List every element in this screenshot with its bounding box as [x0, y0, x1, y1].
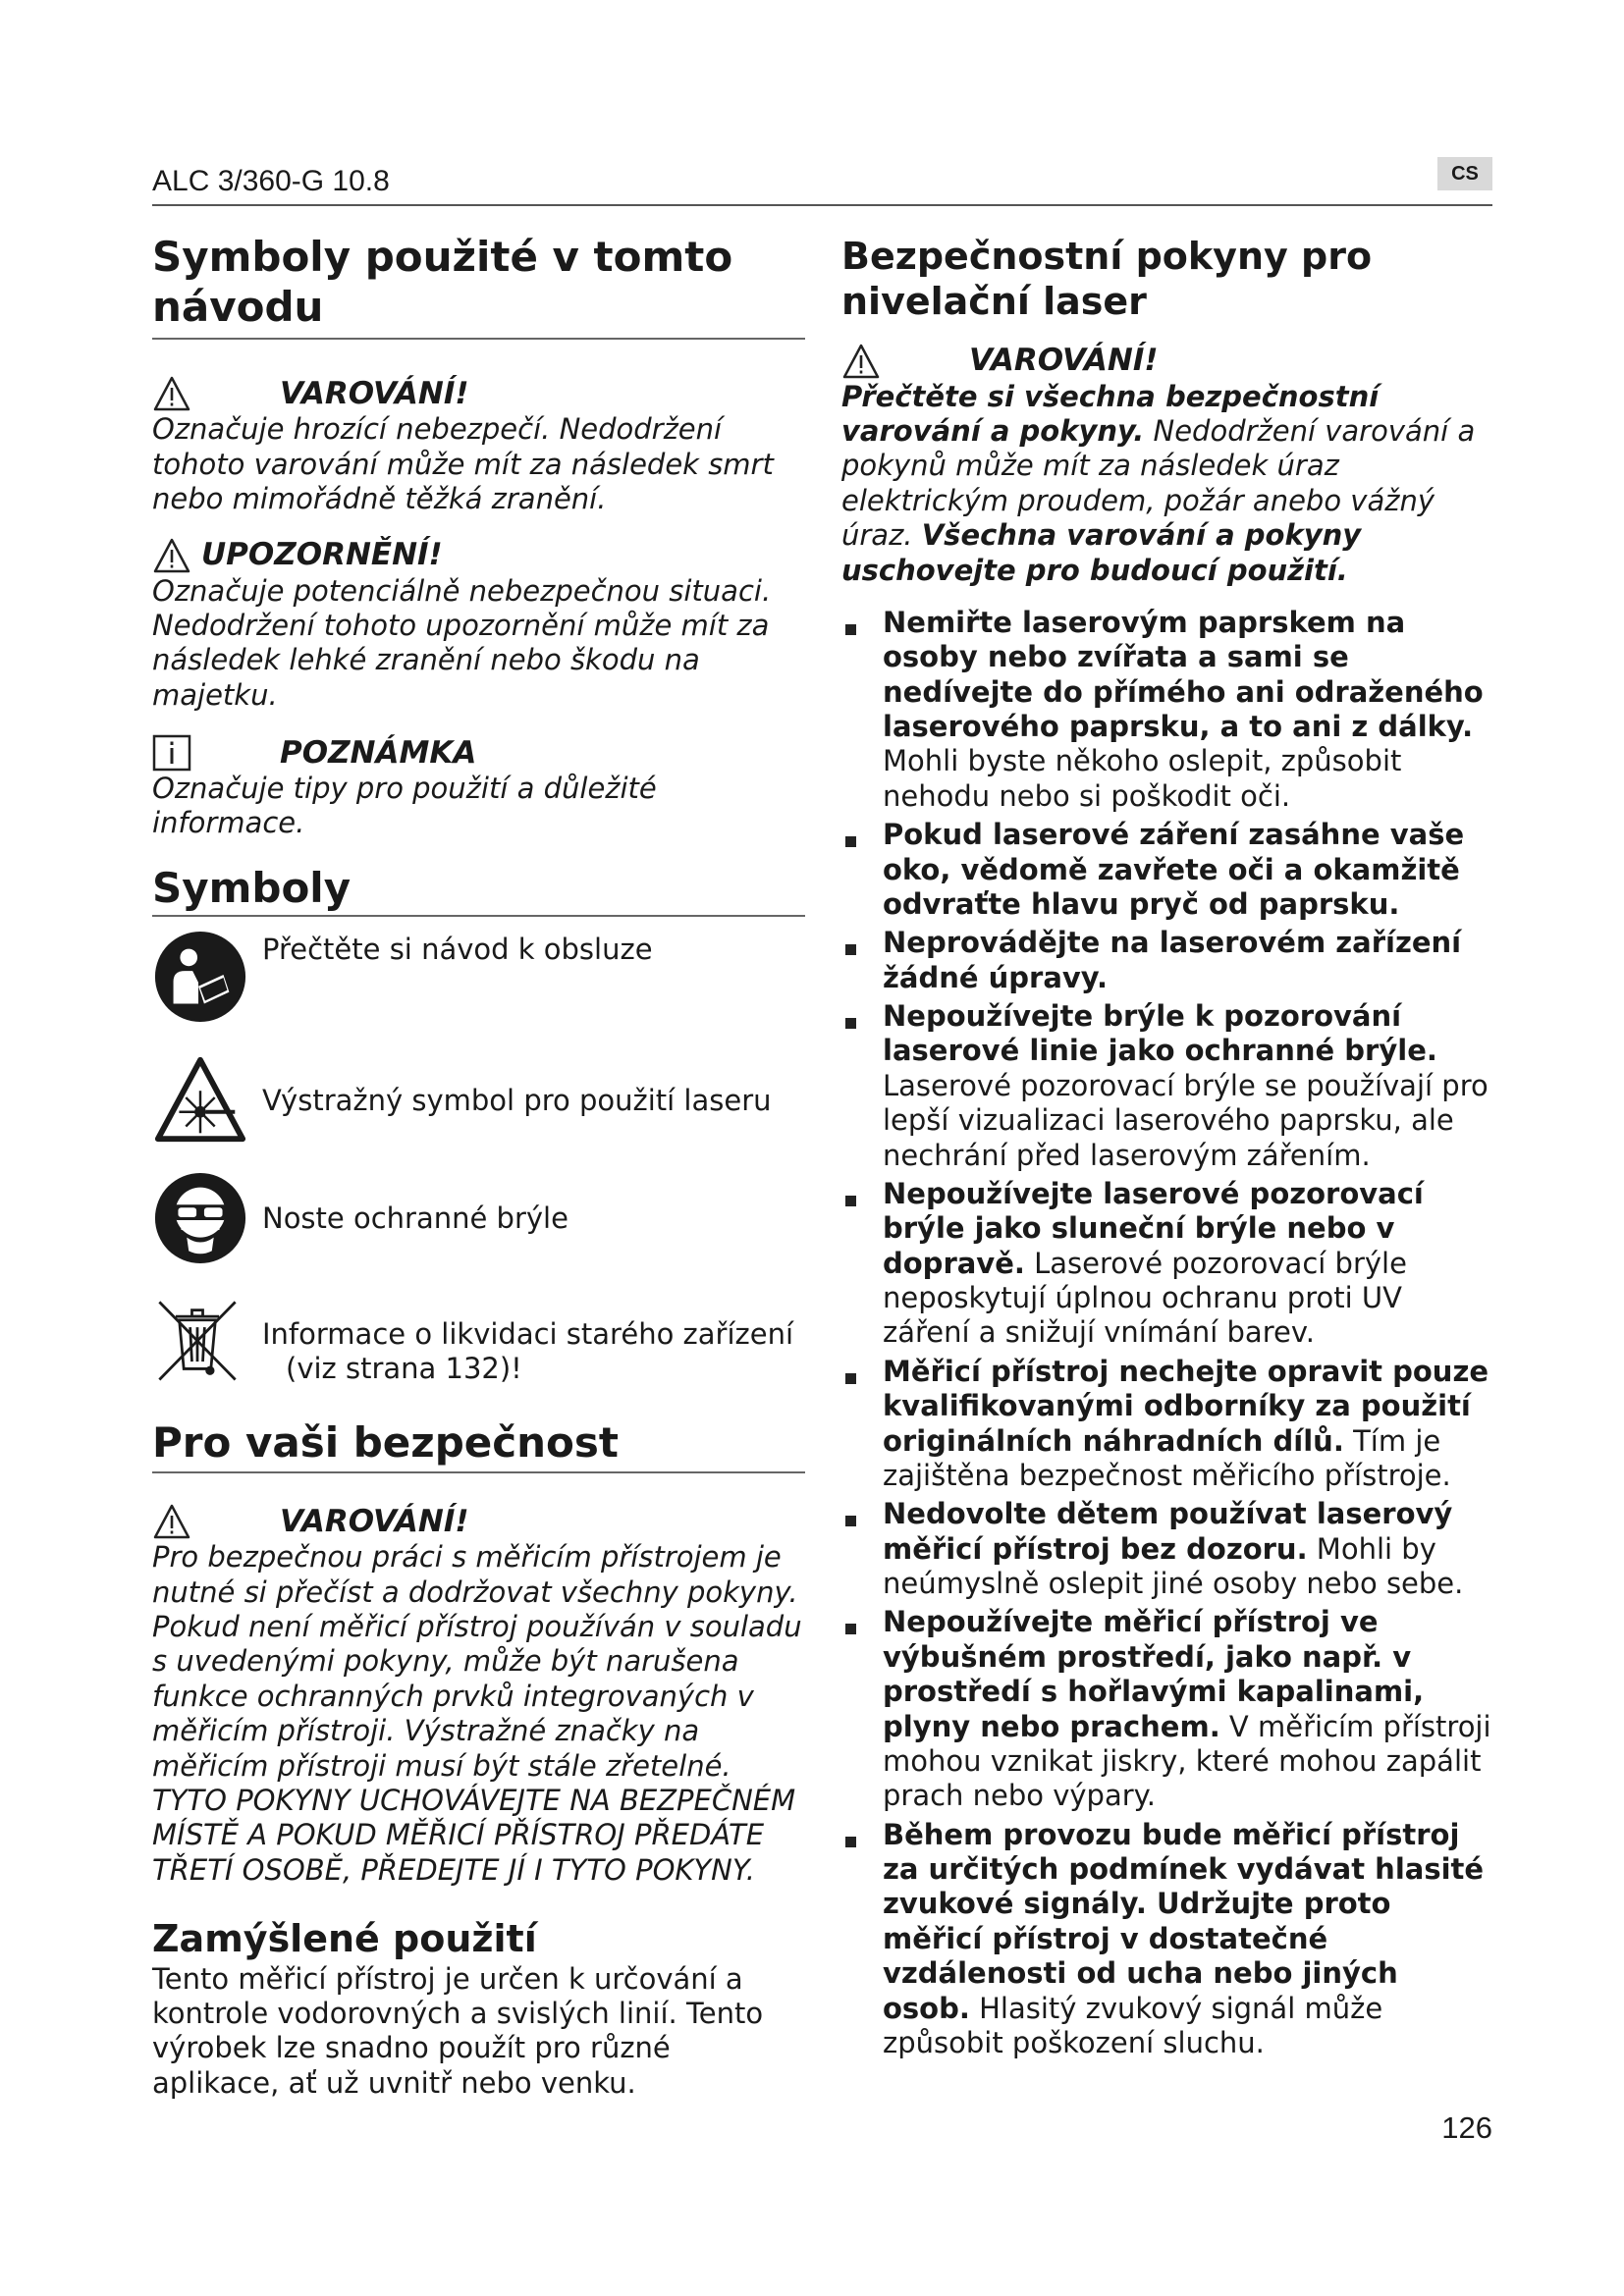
- laser-warning-bold-2: Všechna varování a pokyny uschovejte pro budoucí použití.: [841, 518, 1362, 587]
- list-item: Nedovolte dětem používat laserový měřicí přístroj bez dozoru. Mohli by neúmyslně oslepit jiné osoby nebo sebe.: [841, 1497, 1492, 1601]
- symbol-manual-text: Přečtěte si návod k obsluze: [262, 933, 653, 967]
- list-item: Nepoužívejte laserové pozorovací brýle jako sluneční brýle nebo v dopravě. Laserové pozorovací brýle neposkytují úplnou ochranu proti UV záření a snižují vnímání barev.: [841, 1177, 1492, 1351]
- laser-warning-icon: [152, 1052, 248, 1148]
- safety-warning-text: Pro bezpečnou práci s měřicím přístrojem je nutné si přečíst a dodržovat všechny pokyny. Pokud není měřicí přístroj používán v souladu s uvedenými pokyny, může být narušena funkce ochranných prvků integrovaných v měřicím přístroji. Výstražné značky na měřicím přístroji musí být stále zřetelné. TYTO POKYNY UCHOVÁVEJTE NA BEZPEČNÉM MÍSTĚ A POKUD MĚŘICÍ PŘÍSTROJ PŘEDÁTE TŘETÍ OSOBĚ, PŘEDEJTE JÍ I TYTO POKYNY.: [152, 1540, 802, 1887]
- warning-label: VAROVÁNÍ!: [280, 375, 469, 411]
- symbol-disposal-text: Informace o likvidaci starého zařízení: [262, 1317, 794, 1352]
- note-heading: [152, 734, 805, 772]
- symbol-row-laser: [152, 1052, 805, 1148]
- right-column: [841, 226, 1492, 2064]
- intended-use-title: Zamýšlené použití: [152, 1917, 537, 1961]
- list-item: Během provozu bude měřicí přístroj za určitých podmínek vydávat hlasité zvukové signály. Udržujte proto měřicí přístroj v dostatečné vzdálenosti od ucha nebo jiných osob. Hlasitý zvukový signál může způsobit poškození sluchu.: [841, 1818, 1492, 2061]
- read-manual-icon: [152, 929, 248, 1025]
- symbol-row-manual: [152, 929, 805, 1025]
- warning-triangle-icon: [841, 343, 881, 380]
- laser-warning-normal: Nedodržení varování a pokynů může mít za následek úraz elektrickým proudem, požár anebo vážný úraz.: [841, 414, 1476, 553]
- caution-triangle-icon: [152, 537, 191, 574]
- warning-heading: [152, 375, 805, 412]
- symbol-laser-text: Výstražný symbol pro použití laseru: [262, 1083, 772, 1117]
- list-item: Neprovádějte na laserovém zařízení žádné úpravy.: [841, 926, 1492, 995]
- intended-use-text: Tento měřicí přístroj je určen k určování a kontrole vodorovných a svislých linií. Tento výrobek lze snadno použít pro různé aplikace, ať už uvnitř nebo venku.: [152, 1961, 764, 2100]
- language-badge: CS: [1437, 157, 1492, 190]
- wheelie-bin-icon: [152, 1292, 243, 1388]
- list-item: Nemiřte laserovým paprskem na osoby nebo zvířata a sami se nedívejte do přímého ani odraženého laserového paprsku, a to ani z dálky. Mohli byste někoho oslepit, způsobit nehodu nebo si poškodit oči.: [841, 606, 1492, 814]
- laser-warning-label: VAROVÁNÍ!: [969, 343, 1159, 379]
- warning-triangle-icon: [152, 375, 191, 412]
- list-item: Pokud laserové záření zasáhne vaše oko, vědomě zavřete oči a okamžitě odvraťte hlavu pryč od paprsku.: [841, 818, 1492, 922]
- list-item: Měřicí přístroj nechejte opravit pouze kvalifikovanými odborníky za použití originálních náhradních dílů. Tím je zajištěna bezpečnost měřicího přístroje.: [841, 1355, 1492, 1494]
- symbols-title: Symboly: [152, 863, 805, 917]
- laser-safety-list: [841, 606, 1492, 2060]
- symbols-used-title: Symboly použité v tomto návodu: [152, 226, 805, 340]
- symbol-row-disposal: [152, 1292, 805, 1388]
- symbol-goggles-text: Noste ochranné brýle: [262, 1201, 568, 1235]
- list-item: Nepoužívejte brýle k pozorování laserové linie jako ochranné brýle. Laserové pozorovací brýle se používají pro lepší vizualizaci laserového paprsku, ale nechrání před laserovým zářením.: [841, 999, 1492, 1173]
- warning-triangle-icon: [152, 1503, 191, 1540]
- model-name: ALC 3/360-G 10.8: [152, 165, 390, 197]
- note-label: POZNÁMKA: [280, 734, 477, 771]
- info-icon: [152, 734, 191, 772]
- safety-title: Pro vaši bezpečnost: [152, 1417, 805, 1473]
- laser-warning-bold-1: Přečtěte si všechna bezpečnostní varování a pokyny.: [841, 379, 1380, 449]
- note-text: Označuje tipy pro použití a důležité informace.: [152, 772, 657, 840]
- caution-text: Označuje potenciálně nebezpečnou situaci. Nedodržení tohoto upozornění může mít za následek lehké zranění nebo škodu na majetku.: [152, 573, 772, 712]
- laser-warning-text: [841, 380, 1492, 588]
- laser-warning-heading: [841, 343, 1492, 380]
- laser-safety-title: Bezpečnostní pokyny pro nivelační laser: [841, 235, 1373, 324]
- caution-heading: [152, 537, 805, 574]
- safety-goggles-icon: [152, 1170, 248, 1266]
- warning-text: Označuje hrozící nebezpečí. Nedodržení tohoto varování může mít za následek smrt nebo mimořádně těžká zranění.: [152, 412, 774, 516]
- safety-warning-heading: [152, 1503, 805, 1540]
- page-number: 126: [1441, 2110, 1492, 2145]
- safety-warning-label: VAROVÁNÍ!: [280, 1503, 469, 1539]
- symbol-row-goggles: [152, 1170, 805, 1266]
- list-item: Nepoužívejte měřicí přístroj ve výbušném prostředí, jako např. v prostředí s hořlavými kapalinami, plyny nebo prachem. V měřicím přístroji mohou vznikat jiskry, které mohou zapálit prach nebo výpary.: [841, 1605, 1492, 1813]
- caution-label: UPOZORNĚNÍ!: [201, 537, 443, 572]
- symbol-disposal-page-ref: (viz strana 132)!: [286, 1352, 522, 1386]
- page-header: [152, 157, 1492, 206]
- left-column: [152, 226, 805, 2101]
